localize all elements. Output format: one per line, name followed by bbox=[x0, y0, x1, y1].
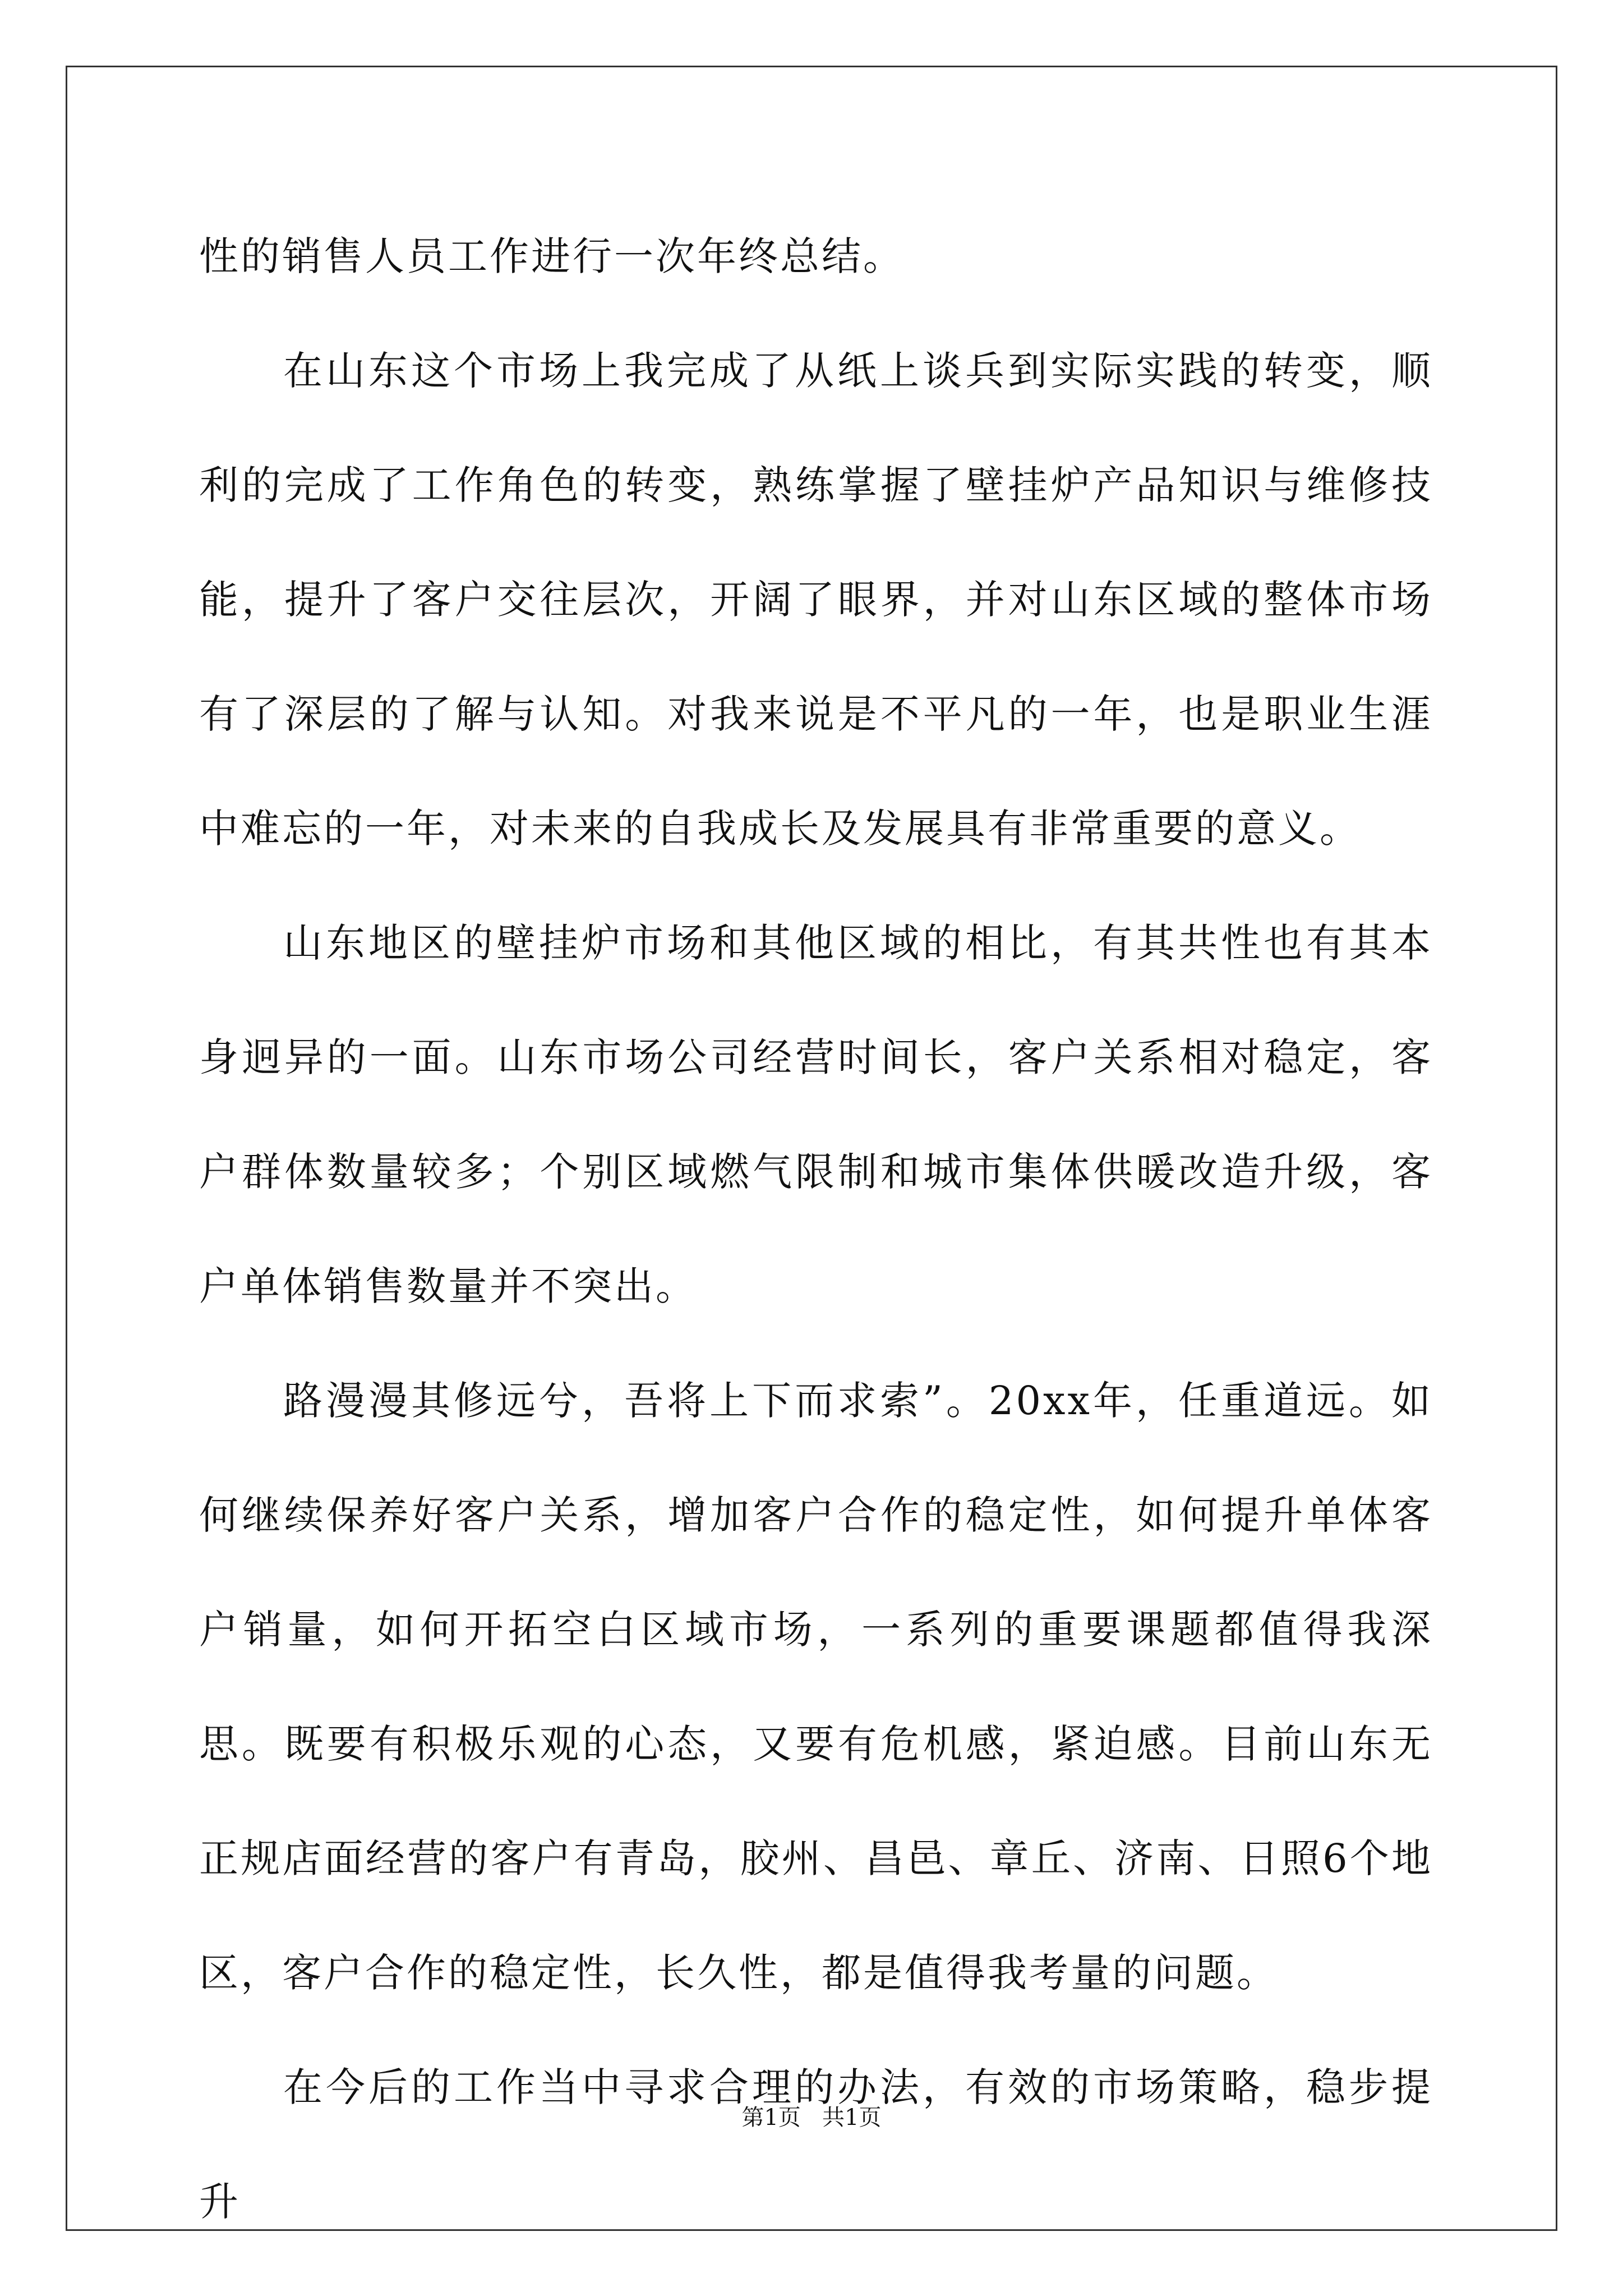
paragraph-2: 在山东这个市场上我完成了从纸上谈兵到实际实践的转变，顺利的完成了工作角色的转变，熟练掌握了壁挂炉产品知识与维修技能，提升了客户交往层次，开阔了眼界，并对山东区域的整体市场有了深层的了解与认知。对我来说是不平凡的一年，也是职业生涯中难忘的一年，对未来的自我成长及发展具有非常重要的意义。 bbox=[199, 348, 1433, 852]
paragraph-4: 路漫漫其修远兮，吾将上下而求索”。20xx年，任重道远。如何继续保养好客户关系，增加客户合作的稳定性，如何提升单体客户销量，如何开拓空白区域市场，一系列的重要课题都值得我深思。既要有积极乐观的心态，又要有危机感，紧迫感。目前山东无正规店面经营的客户有青岛，胶州、昌邑、章丘、济南、日照6个地区，客户合作的稳定性，长久性，都是值得我考量的问题。 bbox=[199, 1378, 1433, 1996]
page-footer: 第1页 共1页 bbox=[741, 2105, 882, 2131]
paragraph-5: 在今后的工作当中寻求合理的办法，有效的市场策略，稳步提升 bbox=[199, 2064, 1433, 2225]
document-body bbox=[199, 199, 1433, 2259]
paragraph-3: 山东地区的壁挂炉市场和其他区域的相比，有其共性也有其本身迥异的一面。山东市场公司经营时间长，客户关系相对稳定，客户群体数量较多；个别区域燃气限制和城市集体供暖改造升级，客户单体销售数量并不突出。 bbox=[199, 920, 1433, 1309]
paragraph-1: 性的销售人员工作进行一次年终总结。 bbox=[199, 233, 905, 279]
